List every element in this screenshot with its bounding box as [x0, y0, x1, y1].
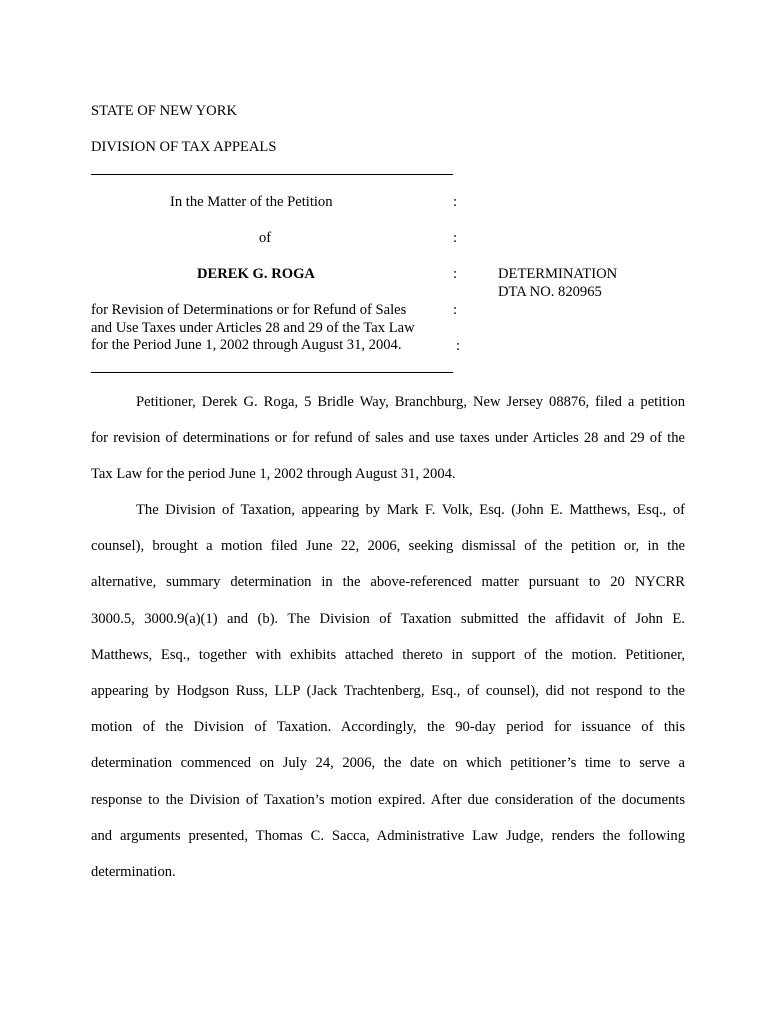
- body-line: alternative, summary determination in the above-referenced matter pursuant to 20 NYCRR: [91, 574, 685, 591]
- body-line: for revision of determinations or for refund of sales and use taxes under Articles 28 and 29 of the: [91, 430, 685, 447]
- body-line: determination.: [91, 864, 176, 881]
- body-line: appearing by Hodgson Russ, LLP (Jack Trachtenberg, Esq., of counsel), did not respond to the: [91, 683, 685, 700]
- body-line: counsel), brought a motion filed June 22, 2006, seeking dismissal of the petition or, in the: [91, 538, 685, 555]
- of-line: of: [259, 230, 272, 246]
- division-heading: DIVISION OF TAX APPEALS: [91, 139, 277, 155]
- caption-top-rule: [91, 174, 453, 175]
- revision-description: [91, 302, 415, 355]
- revision-line: and Use Taxes under Articles 28 and 29 of the Tax Law: [91, 319, 415, 336]
- state-heading: STATE OF NEW YORK: [91, 103, 237, 119]
- determination-label: DETERMINATION: [498, 266, 618, 282]
- petitioner-name: DEREK G. ROGA: [197, 266, 315, 282]
- paragraph-petition: [91, 384, 685, 493]
- body-line: determination commenced on July 24, 2006, the date on which petitioner’s time to serve a: [91, 755, 685, 772]
- body-line: The Division of Taxation, appearing by Mark F. Volk, Esq. (John E. Matthews, Esq., of: [136, 502, 685, 518]
- revision-line: for Revision of Determinations or for Refund of Sales: [91, 302, 407, 318]
- caption-colon: :: [456, 338, 461, 354]
- body-line: Matthews, Esq., together with exhibits attached thereto in support of the motion. Petitioner,: [91, 646, 685, 663]
- caption-bottom-rule: [91, 372, 453, 373]
- revision-line: for the Period June 1, 2002 through August 31, 2004.: [91, 337, 402, 353]
- body-line: Tax Law for the period June 1, 2002 through August 31, 2004.: [91, 466, 456, 483]
- caption-colon: :: [453, 230, 458, 246]
- paragraph-motion: [91, 492, 685, 890]
- caption-colon: :: [453, 266, 458, 282]
- body-line: response to the Division of Taxation’s motion expired. After due consideration of the documents: [91, 791, 685, 808]
- caption-colon: :: [453, 302, 458, 318]
- body-line: motion of the Division of Taxation. Accordingly, the 90-day period for issuance of this: [91, 719, 685, 736]
- determination-number: DTA NO. 820965: [498, 284, 602, 300]
- body-line: and arguments presented, Thomas C. Sacca, Administrative Law Judge, renders the following: [91, 827, 685, 844]
- matter-line: In the Matter of the Petition: [170, 194, 333, 210]
- body-line: Petitioner, Derek G. Roga, 5 Bridle Way, Branchburg, New Jersey 08876, filed a petition: [136, 394, 685, 410]
- body-line: 3000.5, 3000.9(a)(1) and (b). The Division of Taxation submitted the affidavit of John E.: [91, 610, 685, 627]
- caption-colon: :: [453, 194, 458, 210]
